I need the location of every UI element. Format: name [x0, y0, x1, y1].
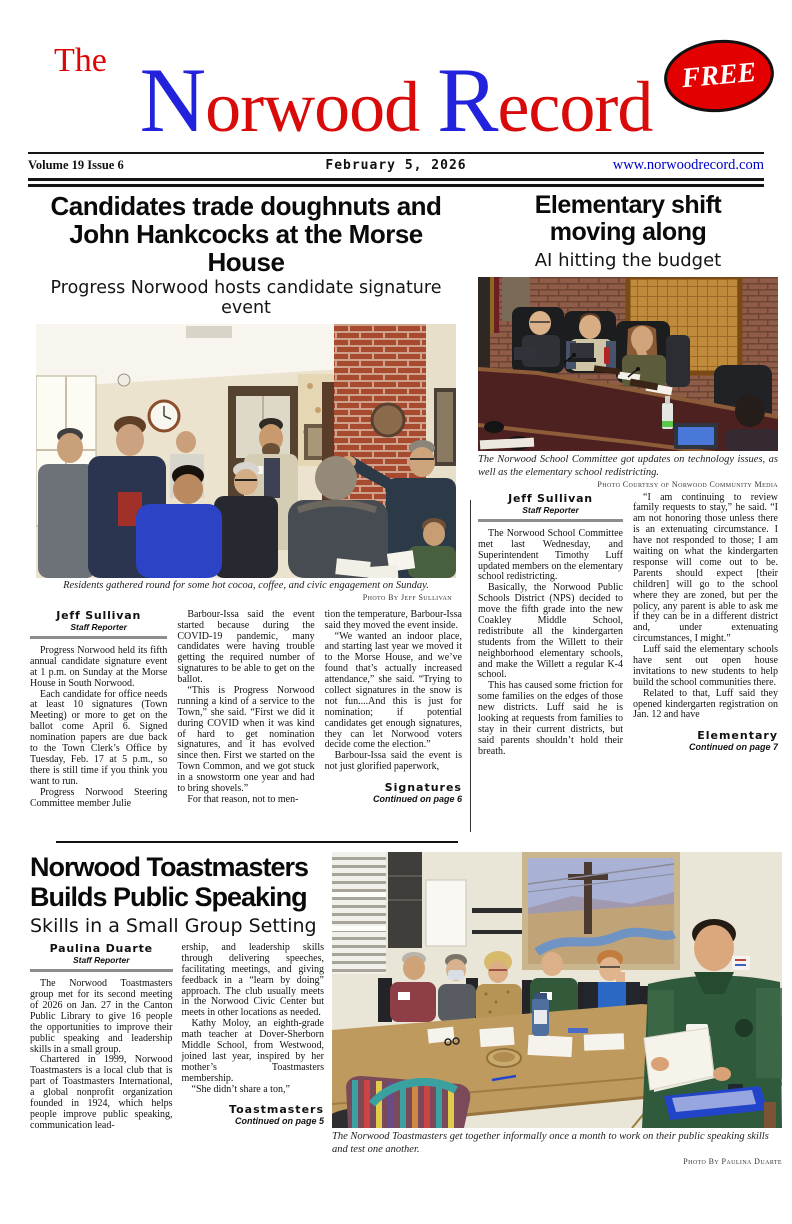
byline-role: Staff Reporter [522, 504, 579, 515]
headline-line: John Hankcocks at the Morse House [69, 219, 423, 277]
byline [30, 610, 167, 639]
section-divider [56, 841, 458, 843]
headline-line: Elementary shift [534, 191, 722, 219]
byline-name: Jeff Sullivan [56, 609, 142, 622]
article-body [30, 610, 462, 874]
photo-credit: Photo By Paulina Duarte [683, 1156, 782, 1166]
volume-issue-label: Volume 19 Issue 6 [28, 158, 124, 172]
masthead-letter-n: N [139, 49, 206, 151]
paragraph: Related to that, Luff said they opened kindergarten registration on Jan. 12 and have [633, 687, 778, 721]
subheadline: Skills in a Small Group Setting [30, 915, 317, 937]
toastmasters-photo-block [332, 852, 782, 1185]
jump-continuation: Continued on page 6 [372, 794, 462, 805]
paragraph: ership, and leadership skills through delivering speeches, facilitating meetings, and giving feedback in a “learn by doing” approach. The club usually meets in the Norwood Civic Center but meets in other locations as needed. [181, 943, 324, 1019]
paragraph: “I am continuing to review family requests to stay,” he said. “I am not honoring those unless there is an extenuating circumstance. I have not responded to those; I am waiting on what the kindergarten response will come out to be. Parents should expect [their children] will go to the school where they are zoned, but per the policy, any parent is able to ask me if they can be in a different district and, under extenuating circumstances, I might.” [633, 492, 778, 645]
body-column [325, 610, 462, 874]
jump-continuation: Continued on page 7 [689, 742, 778, 753]
website-link[interactable]: www.norwoodrecord.com [612, 157, 764, 173]
paragraph: Kathy Moloy, an eighth-grade math teacher at Dover-Sherborn Middle School, from Westwood, joined last year, inspired by her mother’s Toastmasters membership. [181, 1018, 324, 1084]
body-column [478, 493, 623, 823]
paragraph: Barbour-Issa said the event started because during the COVID-19 pandemic, many candidates were having trouble getting the required number of signatures to be able to get on the ballot. [177, 609, 315, 686]
school-committee-photo-illustration [478, 277, 778, 451]
byline-rule [30, 969, 173, 972]
paragraph: Basically, the Norwood Public Schools District (NPS) decided to move the fifth grade into the new Coakley Middle School, redistribute all the kindergarten students from the Willett to their neighborhood elementary schools, and make the Willett a regular K-4 school. [478, 582, 623, 681]
article-toastmasters [30, 852, 782, 1185]
column-divider [470, 500, 471, 832]
byline [478, 493, 623, 522]
masthead-the: The [54, 42, 107, 79]
headline-line: Norwood Toastmasters [30, 852, 309, 882]
masthead-letter-r: R [437, 49, 498, 151]
jump-line [633, 730, 778, 753]
headline-line: Candidates trade doughnuts and [50, 191, 442, 221]
jump-line [325, 782, 462, 805]
photo-caption: Residents gathered round for some hot cocoa, coffee, and civic engagement on Sunday. [63, 580, 429, 591]
byline-rule [30, 636, 167, 639]
paragraph: Progress Norwood Steering Committee member Julie [30, 786, 168, 809]
jump-line [182, 1104, 325, 1127]
masthead-word-orwood: orwood [205, 67, 420, 147]
photo-credit: Photo By Jeff Sullivan [362, 592, 452, 602]
byline-name: Jeff Sullivan [508, 492, 593, 505]
body-column [30, 943, 173, 1185]
photo-caption: The Norwood Toastmasters get together informally once a month to work on their public speaking skills and test one another. [332, 1131, 769, 1155]
top-section [30, 192, 778, 840]
byline-name: Paulina Duarte [49, 943, 153, 955]
morse-house-photo-illustration [36, 324, 456, 578]
headline-line: moving along [549, 218, 707, 246]
body-column [182, 943, 325, 1185]
article-candidate-signatures [30, 192, 462, 840]
paragraph: Chartered in 1999, Norwood Toastmasters is a local club that is part of Toastmasters International, a global nonprofit organization founded in 1924, which helps people improve public speaking, communication lead- [30, 1054, 173, 1131]
paragraph: For that reason, not to men- [187, 793, 299, 805]
masthead-rule [28, 152, 764, 154]
body-column [30, 610, 167, 874]
subheadline: AI hitting the budget [534, 250, 722, 271]
byline-role: Staff Reporter [72, 954, 130, 965]
subheadline: Progress Norwood hosts candidate signature event [50, 278, 442, 318]
issue-date: February 5, 2026 [325, 158, 467, 173]
article-body [30, 943, 324, 1185]
paragraph: Each candidate for office needs at least 10 signatures (Town Meeting) or more to get on the ballot come April 6. Signed nomination papers are due back to the Town Clerk’s Office by Tuesday, Feb. 17 at 5 p.m., so there is still time if you think you want to run. [30, 688, 168, 787]
paragraph: The Norwood Toastmasters group met for its second meeting of 2026 on Jan. 27 in the Canton Public Library to give 16 people the opportunities to improve their public speaking and leadership skills in a small group. [30, 978, 173, 1055]
article-body [478, 493, 778, 823]
morse-house-photo [36, 324, 456, 578]
toastmasters-text-block [30, 852, 324, 1185]
paragraph: “We wanted an indoor place, and starting last year we moved it to the Morse House, and we’ve found that’s actually increased attendance,” she said. “Trying to collect signatures in the snow is not fun....And this is just for nomination; if potential candidates get enough signatures, they can let Norwood voters decide come the election.” [324, 630, 462, 751]
date-bar-double-rule [28, 178, 764, 187]
paragraph: tion the temperature, Barbour-Issa said they moved the event inside. [324, 609, 462, 631]
jump-title: Toastmasters [229, 1103, 324, 1117]
article-elementary-shift [478, 192, 778, 840]
paragraph: “This is Progress Norwood running a kind of a service to the Town,” she said. “First we did it during COVID when it was kind of hard to get nomination signatures, and it has evolved since then. First we started on the Town Common, and we got stuck in a snowstorm one year and had to bring shovels.” [177, 685, 315, 795]
paragraph: Barbour-Issa said the event is not just glorified paperwork, [324, 750, 462, 773]
jump-continuation: Continued on page 5 [235, 1116, 324, 1127]
date-bar [28, 155, 764, 176]
free-badge: FREE [661, 35, 777, 116]
photo-credit: Photo Courtesy of Norwood Community Media [597, 479, 778, 489]
paragraph: Progress Norwood held its fifth annual candidate signature event at 1 p.m. on Sunday at the Morse House in South Norwood. [30, 645, 168, 689]
jump-title: Signatures [384, 781, 462, 795]
photo-caption: The Norwood School Committee got updates on technology issues, as well as the elementary school redistricting. [478, 454, 778, 478]
masthead-word-ecord: ecord [497, 67, 653, 147]
byline [30, 943, 173, 972]
byline-rule [478, 519, 623, 522]
paragraph: This has caused some friction for some families on the edges of those new districts. Luff said he is looking at requests from families to stay in their current districts, but said parents shouldn’t hold their breath. [478, 680, 623, 757]
paragraph: “She didn’t share a ton,” [191, 1083, 290, 1095]
paragraph: The Norwood School Committee met last Wednesday, and Superintendent Timothy Luff updated members on the elementary school redistricting. [478, 527, 623, 583]
body-column [633, 493, 778, 823]
body-column [177, 610, 314, 874]
jump-title: Elementary [697, 729, 778, 743]
paragraph: Luff said the elementary schools have sent out open house invitations to new students to help build the school communities there. [633, 644, 778, 688]
school-committee-photo [478, 277, 778, 451]
byline-role: Staff Reporter [70, 621, 127, 632]
headline-line: Builds Public Speaking [30, 882, 307, 912]
toastmasters-photo-illustration [332, 852, 782, 1128]
